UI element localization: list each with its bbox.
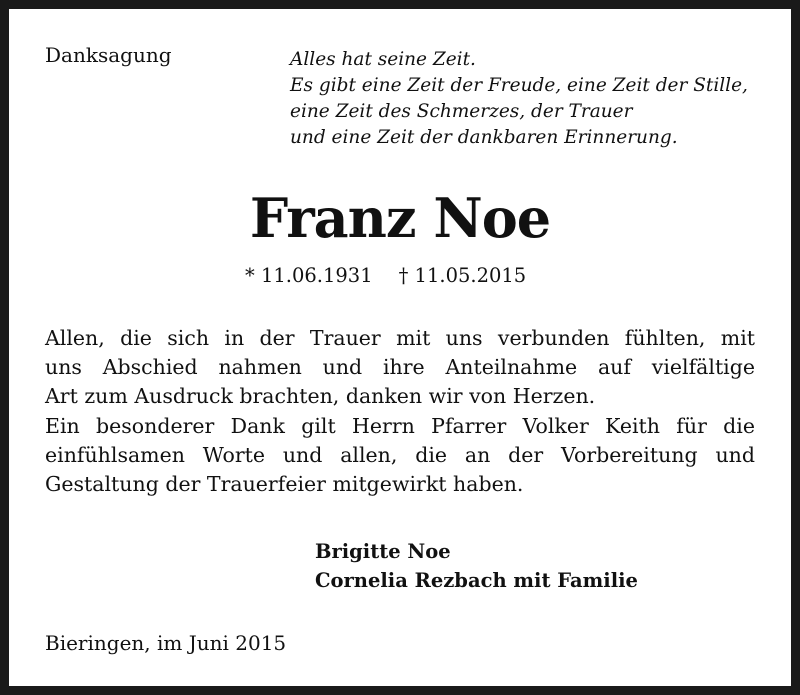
life-dates <box>245 264 526 288</box>
notice-heading: Danksagung <box>45 43 172 67</box>
poem-line: Es gibt eine Zeit der Freude, eine Zeit der Stille, <box>290 75 748 96</box>
message-line: einfühlsamen Worte und allen, die an der Vorbereitung und <box>45 442 755 467</box>
message-line: uns Abschied nahmen und ihre Anteilnahme auf vielfältige <box>45 355 755 380</box>
signature-name: Brigitte Noe <box>315 540 451 563</box>
message-line: Allen, die sich in der Trauer mit uns verbunden fühlten, mit <box>45 326 755 350</box>
signature-name: Cornelia Rezbach mit Familie <box>315 569 638 592</box>
message-line: Ein besonderer Dank gilt Herrn Pfarrer Volker Keith für die <box>45 413 755 438</box>
death-date: † 11.05.2015 <box>398 264 527 287</box>
thank-you-message <box>45 324 755 499</box>
poem-line: eine Zeit des Schmerzes, der Trauer <box>290 101 633 122</box>
message-line: Art zum Ausdruck brachten, danken wir von Herzen. <box>45 384 596 409</box>
poem-line: Alles hat seine Zeit. <box>290 49 476 70</box>
signatures <box>315 537 638 595</box>
message-line: Gestaltung der Trauerfeier mitgewirkt haben. <box>45 472 524 497</box>
deceased-name: Franz Noe <box>249 186 551 250</box>
place-and-date: Bieringen, im Juni 2015 <box>45 631 287 655</box>
birth-date: * 11.06.1931 <box>245 264 373 287</box>
poem-quote <box>290 47 748 151</box>
poem-line: und eine Zeit der dankbaren Erinnerung. <box>290 127 678 148</box>
